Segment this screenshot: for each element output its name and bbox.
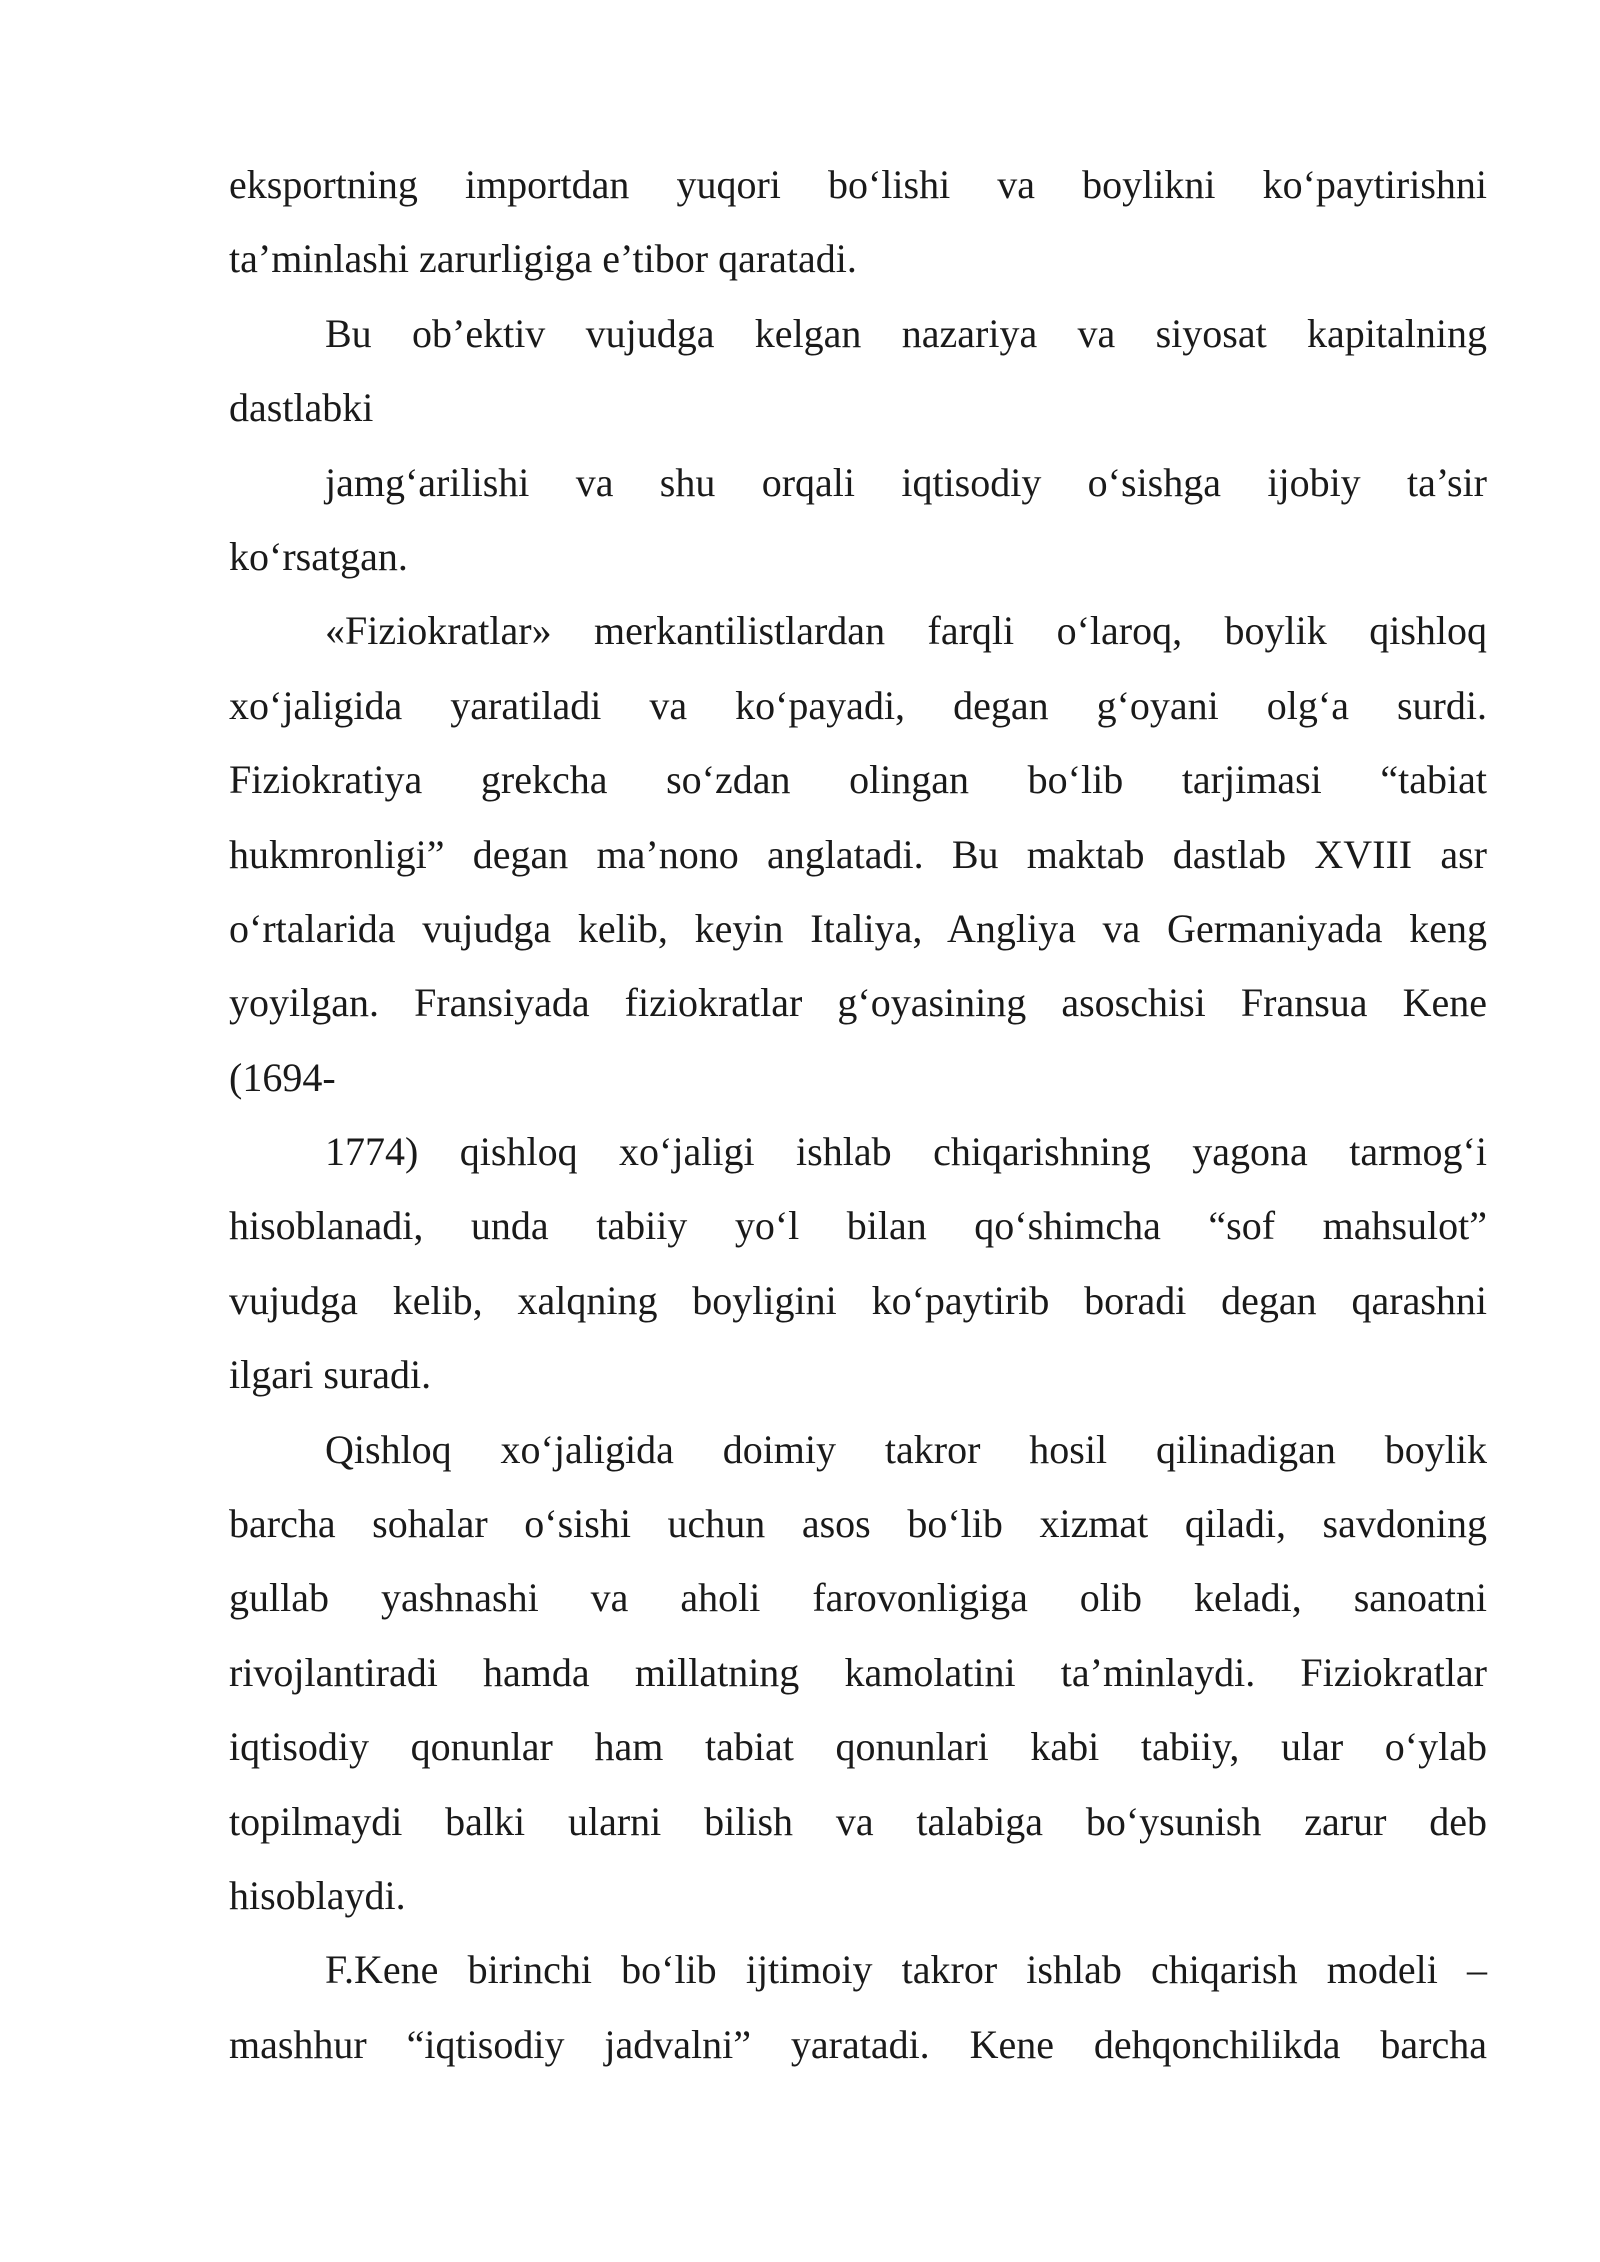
text-line: ko‘rsatgan. — [229, 533, 408, 579]
text-line: eksportning importdan yuqori bo‘lishi va boylikni ko‘paytirishni — [229, 162, 1487, 207]
text-line: iqtisodiy qonunlar ham tabiat qonunlari kabi tabiiy, ular o‘ylab — [229, 1724, 1487, 1770]
text-line: o‘rtalarida vujudga kelib, keyin Italiya, Angliya va Germaniyada keng — [229, 905, 1487, 951]
text-line: hisoblaydi. — [229, 1872, 406, 1918]
text-line: hukmronligi” degan ma’nono anglatadi. Bu maktab dastlab XVIII asr — [229, 831, 1487, 877]
text-line: topilmaydi balki ularni bilish va talabiga bo‘ysunish zarur deb — [229, 1798, 1487, 1844]
text-line: mashhur “iqtisodiy jadvalni” yaratadi. Kene dehqonchilikda barcha — [229, 2021, 1487, 2067]
text-line: dastlabki — [229, 385, 374, 431]
document-body-text — [229, 148, 1487, 2082]
text-line: ta’minlashi zarurligiga e’tibor qaratadi. — [229, 236, 857, 282]
text-line: xo‘jaligida yaratiladi va ko‘payadi, degan g‘oyani olg‘a surdi. — [229, 682, 1487, 728]
text-line: (1694- — [229, 1054, 336, 1100]
text-line: ilgari suradi. — [229, 1352, 432, 1398]
text-line: Bu ob’ektiv vujudga kelgan nazariya va siyosat kapitalning — [325, 310, 1487, 356]
text-line: 1774) qishloq xo‘jaligi ishlab chiqarishning yagona tarmog‘i — [325, 1129, 1487, 1175]
text-line: vujudga kelib, xalqning boyligini ko‘paytirib boradi degan qarashni — [229, 1277, 1487, 1323]
text-line: jamg‘arilishi va shu orqali iqtisodiy o‘sishga ijobiy ta’sir — [325, 459, 1487, 505]
text-line: gullab yashnashi va aholi farovonligiga olib keladi, sanoatni — [229, 1575, 1487, 1621]
text-line: barcha sohalar o‘sishi uchun asos bo‘lib xizmat qiladi, savdoning — [229, 1501, 1487, 1547]
text-line: «Fiziokratlar» merkantilistlardan farqli o‘laroq, boylik qishloq — [325, 608, 1487, 654]
text-line: Fiziokratiya grekcha so‘zdan olingan bo‘lib tarjimasi “tabiat — [229, 757, 1487, 803]
text-line: F.Kene birinchi bo‘lib ijtimoiy takror ishlab chiqarish modeli – — [325, 1947, 1487, 1993]
text-line: rivojlantiradi hamda millatning kamolatini ta’minlaydi. Fiziokratlar — [229, 1649, 1487, 1695]
text-line: hisoblanadi, unda tabiiy yo‘l bilan qo‘shimcha “sof mahsulot” — [229, 1203, 1487, 1249]
text-line: yoyilgan. Fransiyada fiziokratlar g‘oyasining asoschisi Fransua Kene — [229, 980, 1487, 1026]
text-line: Qishloq xo‘jaligida doimiy takror hosil qilinadigan boylik — [325, 1426, 1487, 1472]
